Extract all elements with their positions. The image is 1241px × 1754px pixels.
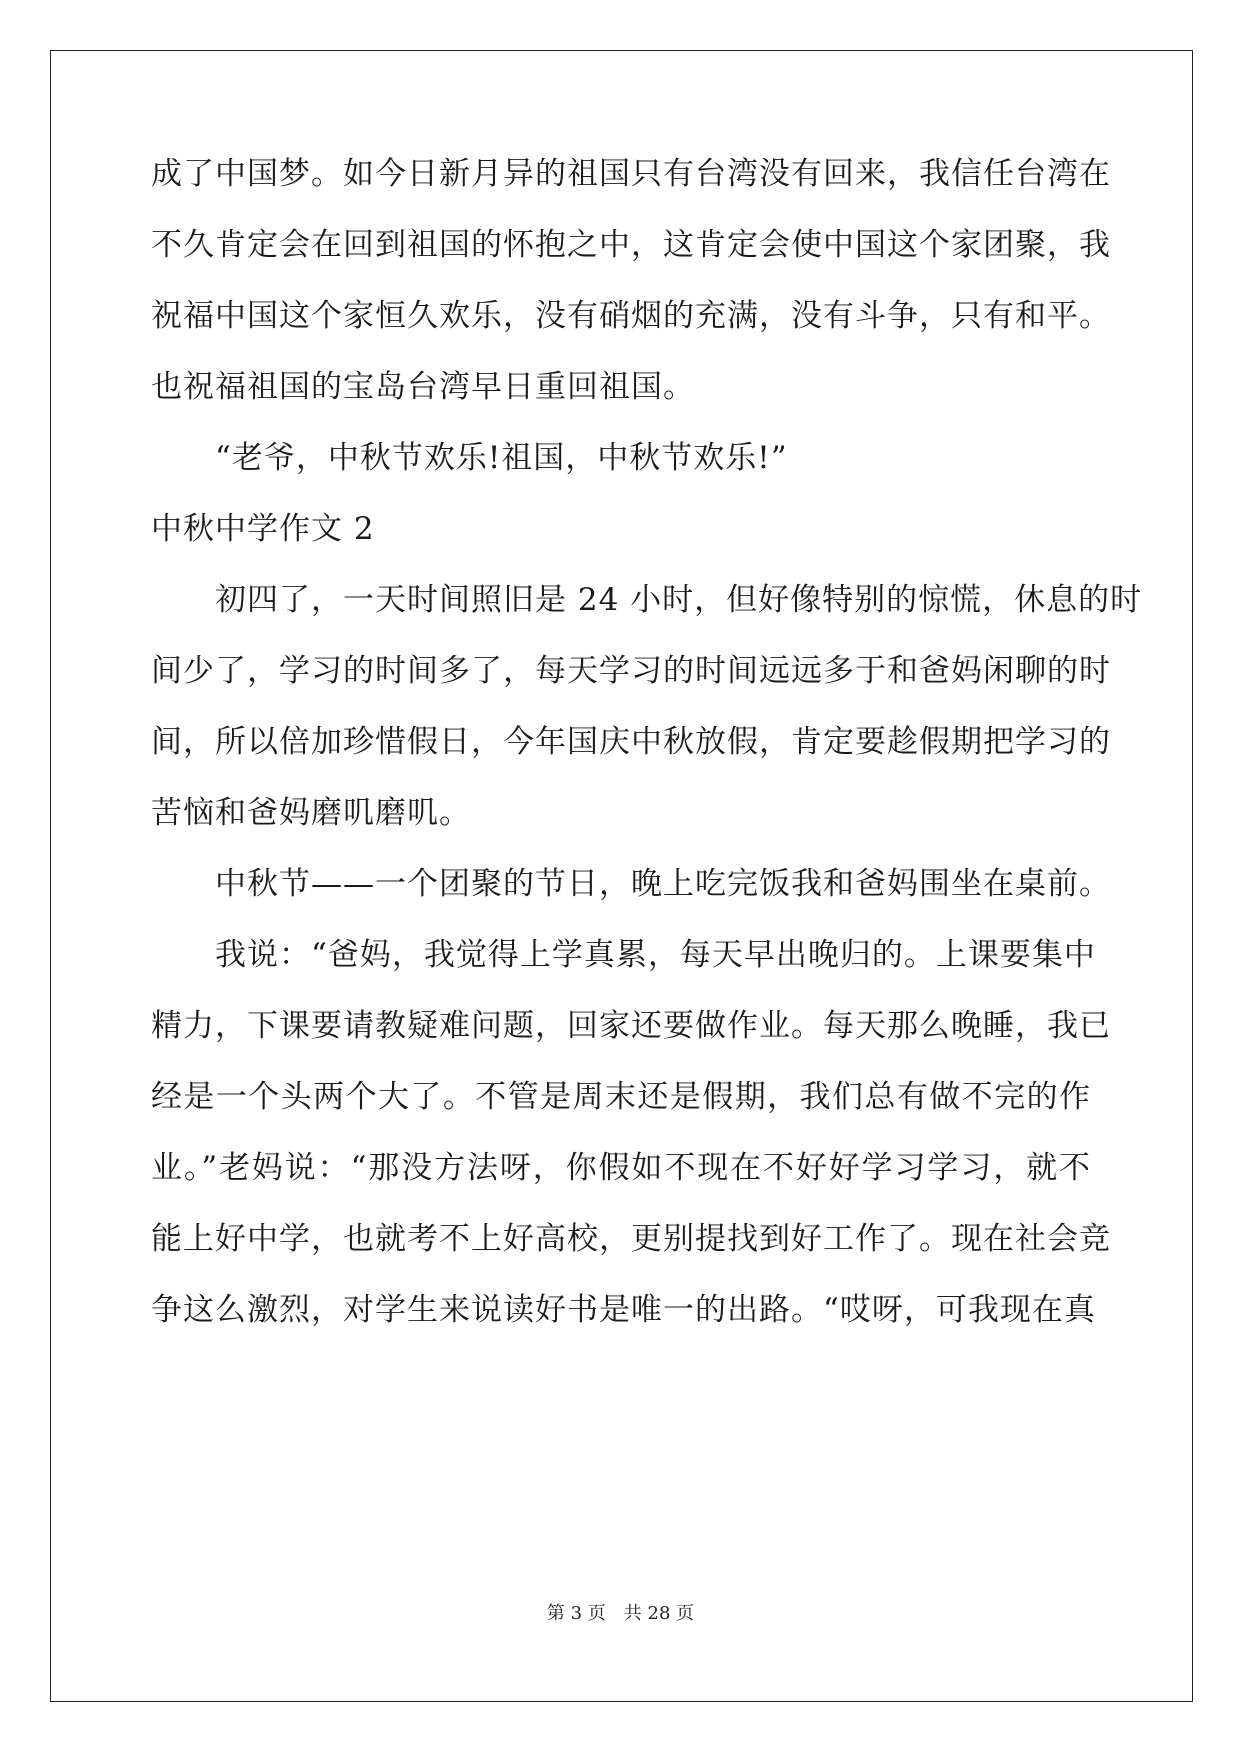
- text-line: 经是一个头两个大了。不管是周末还是假期，我们总有做不完的作: [151, 1079, 1091, 1115]
- text-line: 争这么激烈，对学生来说读好书是唯一的出路。“哎呀，可我现在真: [151, 1292, 1096, 1328]
- text-line: 成了中国梦。如今日新月异的祖国只有台湾没有回来，我信任台湾在: [151, 156, 1111, 192]
- text-line: 能上好中学，也就考不上好高校，更别提找到好工作了。现在社会竞: [151, 1221, 1111, 1257]
- text-line: 苦恼和爸妈磨叽磨叽。: [151, 795, 471, 831]
- text-line: 不久肯定会在回到祖国的怀抱之中，这肯定会使中国这个家团聚，我: [151, 227, 1111, 263]
- text-line: 我说：“爸妈，我觉得上学真累，每天早出晚归的。上课要集中: [215, 937, 1096, 973]
- section-heading: 中秋中学作文 2: [151, 511, 375, 547]
- text-line: 间少了，学习的时间多了，每天学习的时间远远多于和爸妈闲聊的时: [151, 653, 1111, 689]
- text-line: 中秋节——一个团聚的节日，晚上吃完饭我和爸妈围坐在桌前。: [215, 866, 1111, 902]
- page-number-footer: 第 3 页 共 28 页: [546, 1603, 695, 1624]
- text-line: 精力，下课要请教疑难问题，回家还要做作业。每天那么晚睡，我已: [151, 1008, 1111, 1044]
- text-line: 祝福中国这个家恒久欢乐，没有硝烟的充满，没有斗争，只有和平。: [151, 298, 1111, 334]
- text-line: 业。”老妈说：“那没方法呀，你假如不现在不好好学习学习，就不: [151, 1150, 1091, 1186]
- text-line: 也祝福祖国的宝岛台湾早日重回祖国。: [151, 369, 695, 405]
- quote-line: “老爷，中秋节欢乐!祖国，中秋节欢乐!”: [215, 440, 788, 476]
- text-line: 初四了，一天时间照旧是 24 小时，但好像特别的惊慌，休息的时: [215, 582, 1143, 618]
- text-line: 间，所以倍加珍惜假日，今年国庆中秋放假，肯定要趁假期把学习的: [151, 724, 1111, 760]
